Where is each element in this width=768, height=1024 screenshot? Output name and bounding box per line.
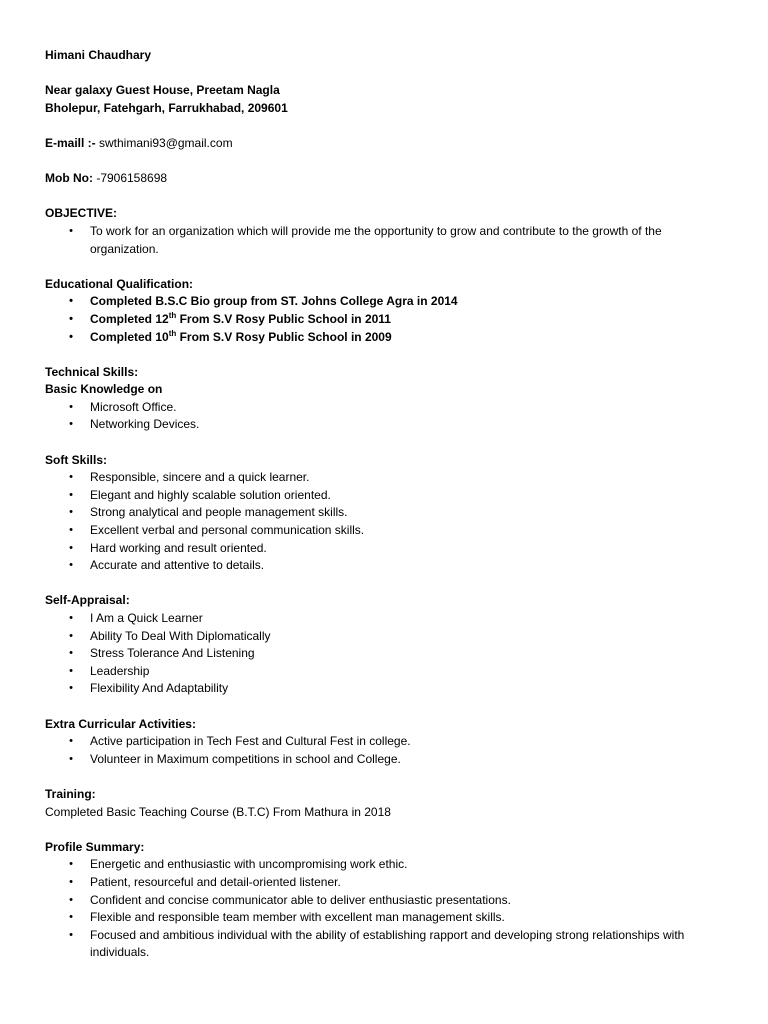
bullet-icon: • (69, 612, 73, 624)
technical-heading: Technical Skills: (45, 364, 139, 379)
list-item-text: Patient, resourceful and detail-oriented listener. (90, 874, 341, 889)
bullet-icon: • (69, 224, 73, 237)
technical-subheading: Basic Knowledge on (45, 382, 163, 397)
education-item-text: Completed B.S.C Bio group from ST. Johns College Agra in 2014 (90, 294, 458, 309)
list-item (45, 399, 728, 417)
list-item-text: Excellent verbal and personal communication skills. (90, 523, 365, 538)
objective-heading: OBJECTIVE: (45, 206, 118, 221)
list-item (45, 680, 728, 698)
bullet-icon: • (69, 893, 73, 906)
bullet-icon: • (69, 559, 73, 572)
self-appraisal-heading: Self-Appraisal: (45, 593, 130, 608)
list-item (45, 610, 728, 628)
bullet-icon: • (69, 629, 73, 642)
list-item-text: Focused and ambitious individual with the ability of establishing rapport and developing strong relationships with individuals. (90, 927, 685, 960)
bullet-icon: • (69, 664, 73, 677)
extra-curricular-heading: Extra Curricular Activities: (45, 716, 196, 731)
bullet-icon: • (69, 330, 73, 343)
bullet-icon: • (69, 471, 73, 484)
list-item-text: Volunteer in Maximum competitions in school and College. (90, 751, 401, 766)
list-item (45, 557, 728, 575)
bullet-icon: • (69, 488, 73, 501)
email-label: E-maill :- (45, 135, 96, 150)
bullet-icon: • (69, 295, 73, 308)
list-item (45, 504, 728, 522)
list-item (45, 856, 728, 874)
list-item-text: Stress Tolerance And Listening (90, 646, 255, 661)
list-item (45, 311, 728, 329)
address-line-2: Bholepur, Fatehgarh, Farrukhabad, 209601 (45, 100, 288, 115)
candidate-name: Himani Chaudhary (45, 48, 152, 62)
email-line (45, 135, 728, 153)
list-item (45, 645, 728, 663)
list-item (45, 874, 728, 892)
profile-summary-heading: Profile Summary: (45, 839, 145, 854)
list-item (45, 733, 728, 751)
education-item-text: From S.V Rosy Public School in 2011 (176, 311, 391, 326)
list-item-text: Accurate and attentive to details. (90, 558, 265, 573)
list-item-text: Flexibility And Adaptability (90, 681, 229, 696)
list-item (45, 522, 728, 540)
mobile-label: Mob No: (45, 171, 93, 186)
list-item-text: Ability To Deal With Diplomatically (90, 628, 271, 643)
bullet-icon: • (69, 312, 73, 325)
extra-curricular-list (45, 733, 728, 768)
bullet-icon: • (69, 911, 73, 924)
list-item (45, 751, 728, 769)
soft-skills-list (45, 469, 728, 575)
bullet-icon: • (69, 506, 73, 519)
bullet-icon: • (69, 524, 73, 537)
list-item-text: Leadership (90, 663, 150, 678)
education-heading: Educational Qualification: (45, 276, 194, 291)
education-item-text: Completed 12 (90, 311, 169, 326)
list-item (45, 540, 728, 558)
bullet-icon: • (69, 541, 73, 554)
bullet-icon: • (69, 858, 73, 871)
list-item (45, 469, 728, 487)
list-item (45, 628, 728, 646)
bullet-icon: • (69, 928, 73, 941)
list-item (45, 663, 728, 681)
bullet-icon: • (69, 752, 73, 765)
ordinal-suffix: th (168, 328, 177, 338)
education-list (45, 293, 728, 346)
training-text: Completed Basic Teaching Course (B.T.C) From Mathura in 2018 (45, 804, 391, 819)
email-value: swthimani93@gmail.com (95, 135, 233, 150)
training-heading: Training: (45, 786, 96, 801)
objective-list (45, 223, 728, 258)
list-item-text: Microsoft Office. (90, 399, 177, 414)
profile-summary-list (45, 856, 728, 962)
list-item (45, 416, 728, 434)
education-item-text: From S.V Rosy Public School in 2009 (176, 329, 392, 344)
bullet-icon: • (69, 735, 73, 748)
bullet-icon: • (69, 418, 73, 431)
list-item-text: Hard working and result oriented. (90, 540, 267, 555)
mobile-line (45, 170, 728, 188)
objective-text: To work for an organization which will provide me the opportunity to grow and contribute to the growth of the organization. (90, 223, 662, 256)
self-appraisal-list (45, 610, 728, 698)
list-item-text: Active participation in Tech Fest and Cultural Fest in college. (90, 734, 411, 749)
soft-skills-heading: Soft Skills: (45, 452, 108, 467)
list-item-text: Flexible and responsible team member with excellent man management skills. (90, 910, 505, 925)
bullet-icon: • (69, 875, 73, 888)
mobile-value: -7906158698 (92, 171, 168, 186)
technical-list (45, 399, 728, 434)
list-item-text: Confident and concise communicator able to deliver enthusiastic presentations. (90, 892, 511, 907)
address-line-1: Near galaxy Guest House, Preetam Nagla (45, 83, 280, 98)
list-item (45, 487, 728, 505)
list-item (45, 223, 728, 258)
education-item-text: Completed 10 (90, 329, 169, 344)
list-item-text: Energetic and enthusiastic with uncompromising work ethic. (90, 857, 408, 872)
list-item (45, 909, 728, 927)
bullet-icon: • (69, 647, 73, 660)
list-item-text: Strong analytical and people management skills. (90, 505, 348, 520)
ordinal-suffix: th (168, 310, 177, 320)
list-item-text: Elegant and highly scalable solution oriented. (90, 487, 331, 502)
bullet-icon: • (69, 400, 73, 413)
list-item (45, 293, 728, 311)
bullet-icon: • (69, 682, 73, 695)
list-item (45, 892, 728, 910)
list-item (45, 329, 728, 347)
list-item-text: I Am a Quick Learner (90, 611, 203, 625)
list-item-text: Responsible, sincere and a quick learner. (90, 470, 310, 485)
list-item-text: Networking Devices. (90, 417, 200, 432)
list-item (45, 927, 728, 962)
